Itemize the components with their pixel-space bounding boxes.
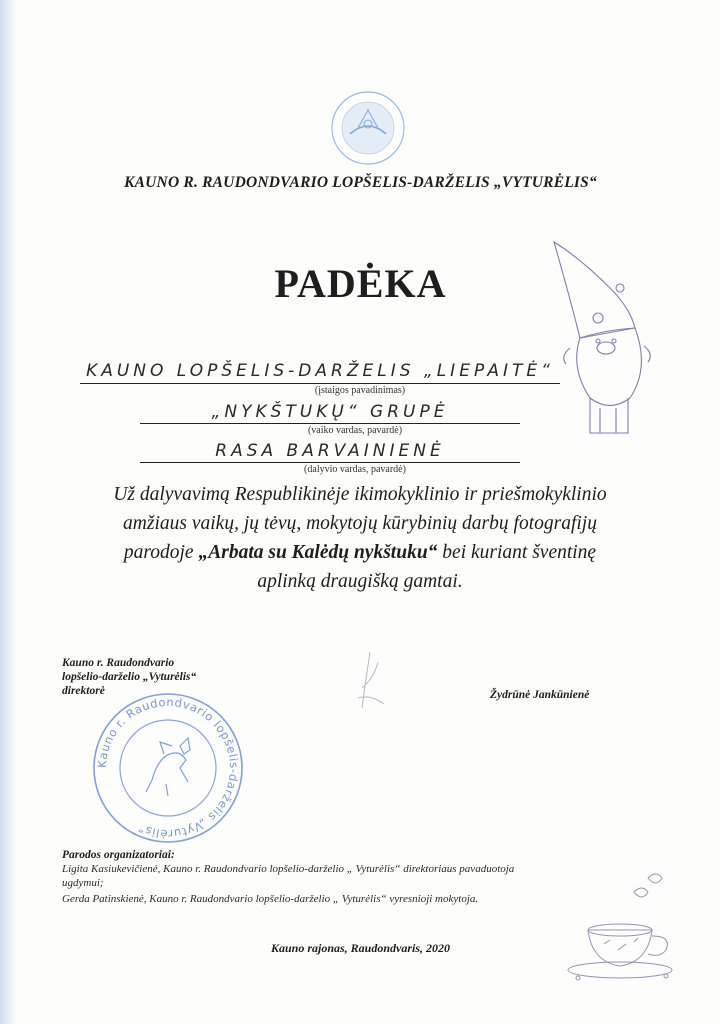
- organizer-line-2: ugdymui;: [62, 877, 104, 889]
- signatory-line-2: lopšelio-darželio „Vyturėlis“: [62, 671, 197, 683]
- gnome-drawing: [540, 238, 670, 448]
- body-line-1: Už dalyvavimą Respublikinėje ikimokyklinio ir priešmokyklinio: [113, 484, 607, 505]
- handwritten-signature: [340, 648, 400, 718]
- body-line-3-post: bei kuriant šventinę: [437, 542, 597, 563]
- institution-header: KAUNO R. RAUDONDVARIO LOPŠELIS-DARŽELIS „VYTURĖLIS“: [124, 174, 597, 191]
- exhibition-title: „Arbata su Kalėdų nykštuku“: [198, 542, 438, 563]
- signatory-name: Žydrūnė Jankūnienė: [490, 689, 590, 701]
- kindergarten-logo: [328, 88, 408, 168]
- svg-text:Kauno r. Raudondvario lopšelis: Kauno r. Raudondvario lopšelis-darželis „Vyturėlis“: [94, 694, 242, 842]
- scan-edge: [0, 0, 16, 1024]
- certificate-title: PADĖKA: [274, 261, 447, 306]
- organizer-line-1: Ligita Kasiukevičienė, Kauno r. Raudondvario lopšelio-darželio „ Vyturėlis“ direktoriaus pavaduotoja: [62, 863, 515, 875]
- institution-name-caption: (įstaigos pavadinimas): [314, 385, 406, 396]
- body-line-3-pre: parodoje: [123, 542, 199, 563]
- body-line-4: aplinką draugišką gamtai.: [257, 571, 463, 592]
- signatory-line-1: Kauno r. Raudondvario: [62, 657, 175, 669]
- organizer-line-3: Gerda Patinskienė, Kauno r. Raudondvario lopšelio-darželio „ Vyturėlis“ vyresnioji mokytoja.: [62, 893, 479, 905]
- participant-name-value: RASA BARVAINIENĖ: [215, 441, 445, 461]
- participant-name-line: [140, 462, 520, 463]
- teacup-drawing: [548, 870, 688, 990]
- body-line-2: amžiaus vaikų, jų tėvų, mokytojų kūrybinių darbų fotografijų: [123, 513, 597, 534]
- place-and-year: Kauno rajonas, Raudondvaris, 2020: [270, 941, 451, 955]
- official-stamp: [88, 688, 248, 848]
- child-name-line: [140, 423, 520, 424]
- institution-name-value: KAUNO LOPŠELIS-DARŽELIS „LIEPAITĖ“: [86, 361, 554, 381]
- certificate-body: [60, 480, 660, 596]
- child-name-caption: (vaiko vardas, pavardė): [307, 425, 403, 436]
- participant-name-caption: (dalyvio vardas, pavardė): [304, 464, 406, 475]
- signatory-line-3: direktorė: [62, 685, 105, 697]
- child-name-value: „NYKŠTUKŲ“ GRUPĖ: [211, 402, 449, 422]
- institution-name-line: [80, 383, 560, 384]
- body-line-3: [60, 538, 660, 567]
- organizers-heading: Parodos organizatoriai:: [62, 849, 175, 861]
